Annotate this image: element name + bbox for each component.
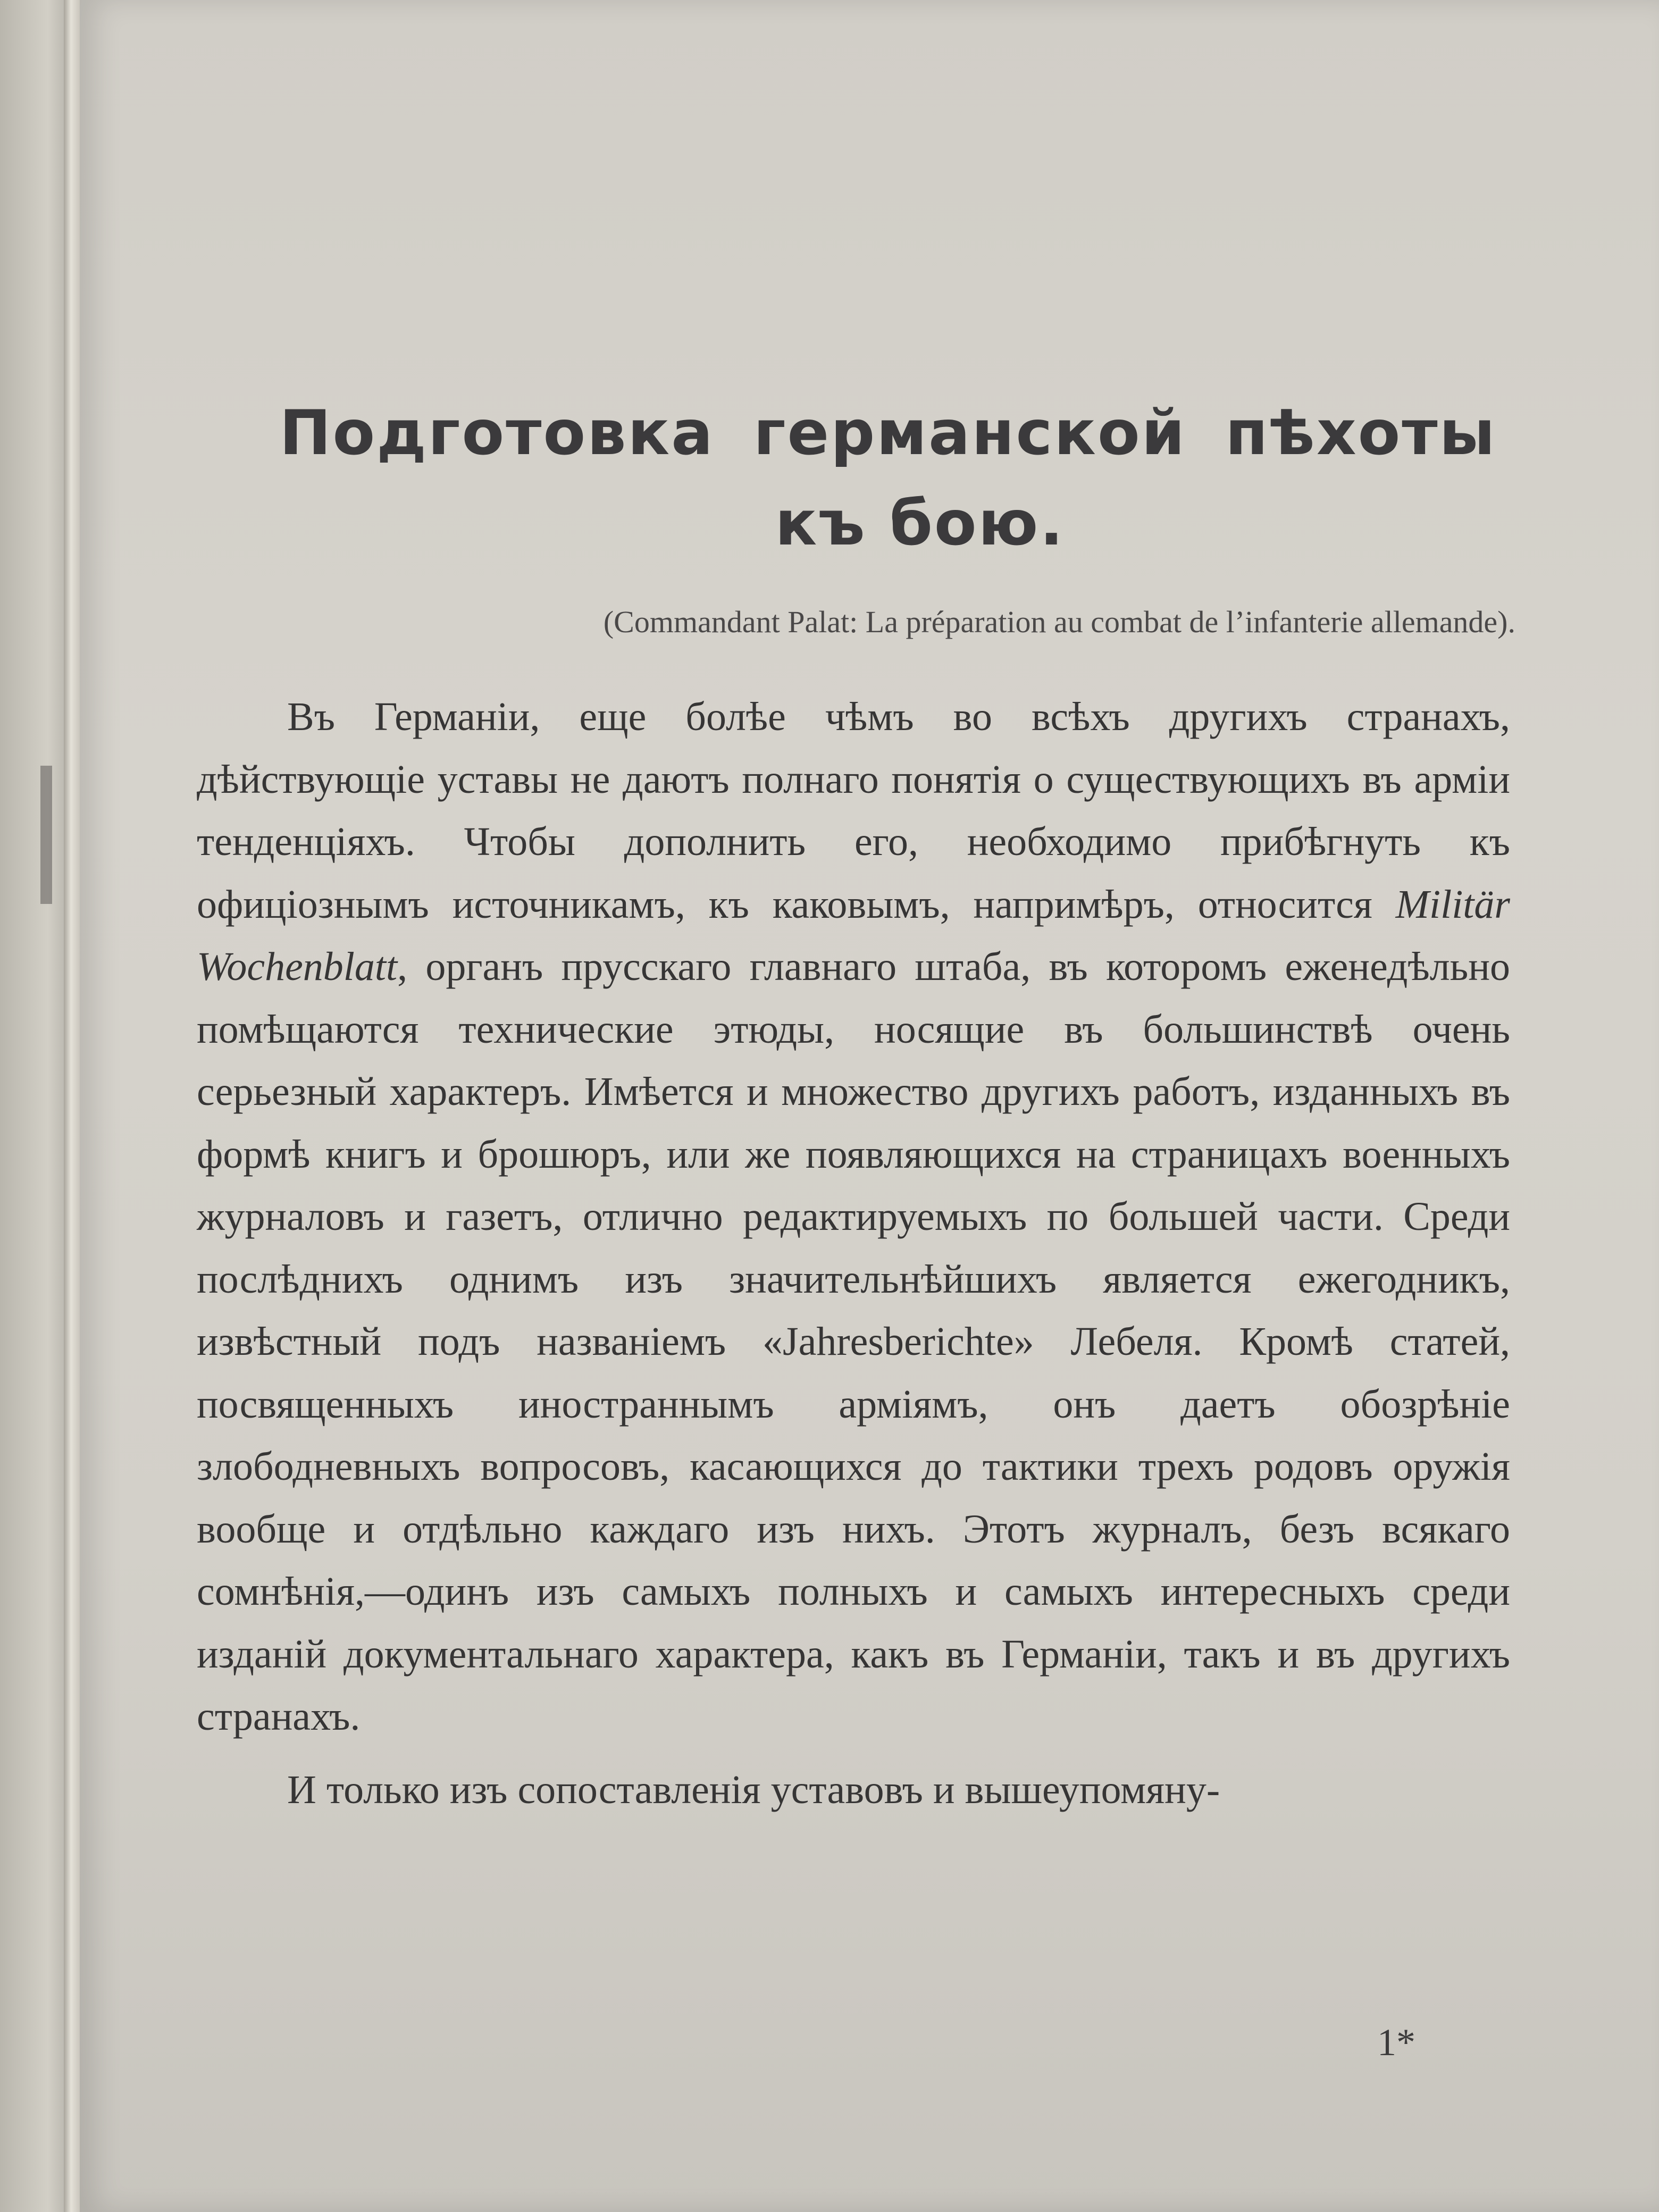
periodical-title: Militär Wochenblatt <box>197 882 1511 989</box>
book-page <box>80 0 1659 2212</box>
chapter-title-line-2: къ бою. <box>775 488 1065 559</box>
paragraph-1-part-1: Въ Германіи, еще болѣе чѣмъ во всѣхъ другихъ странахъ, дѣйствующіе уставы не даютъ полнаго понятія о существующихъ въ арміи тенденціяхъ. Чтобы дополнить его, необходимо прибѣгнуть къ офиціознымъ источникамъ, къ каковымъ, напримѣръ, относится <box>197 694 1510 927</box>
source-citation: (Commandant Palat: La préparation au combat de l’infanterie allemande). <box>603 605 1515 639</box>
body-text <box>197 686 1510 1821</box>
paragraph-2: И только изъ сопоставленія уставовъ и вышеупомяну- <box>287 1767 1220 1812</box>
paragraph-1 <box>197 686 1510 1748</box>
chapter-title-line-1: Подготовка германской пѣхоты <box>279 397 1497 469</box>
signature-mark: 1* <box>1377 2021 1415 2064</box>
page-edge-fold <box>64 0 82 2212</box>
paragraph-1-part-2: , органъ прусскаго главнаго штаба, въ которомъ еженедѣльно помѣщаются технические этюды, носящие въ большинствѣ очень серьезный характеръ. Имѣется и множество другихъ работъ, изданныхъ въ формѣ книгъ и брошюръ, или же появляющихся на страницахъ военныхъ журналовъ и газетъ, отлично редактируемыхъ по большей части. Среди послѣднихъ однимъ изъ значительнѣйшихъ является ежегодникъ, извѣстный подъ названіемъ «Jahresberichte» Лебеля. Кромѣ статей, посвященныхъ иностраннымъ арміямъ, онъ даетъ обозрѣніе злободневныхъ вопросовъ, касающихся до тактики трехъ родовъ оружія вообще и отдѣльно каждаго изъ нихъ. Этотъ журналъ, безъ всякаго сомнѣнія,—одинъ изъ самыхъ полныхъ и самыхъ интересныхъ среди изданій документальнаго характера, какъ въ Германіи, такъ и въ другихъ странахъ. <box>197 944 1510 1739</box>
chapter-title <box>80 388 1659 569</box>
binding-shadow <box>40 766 52 904</box>
